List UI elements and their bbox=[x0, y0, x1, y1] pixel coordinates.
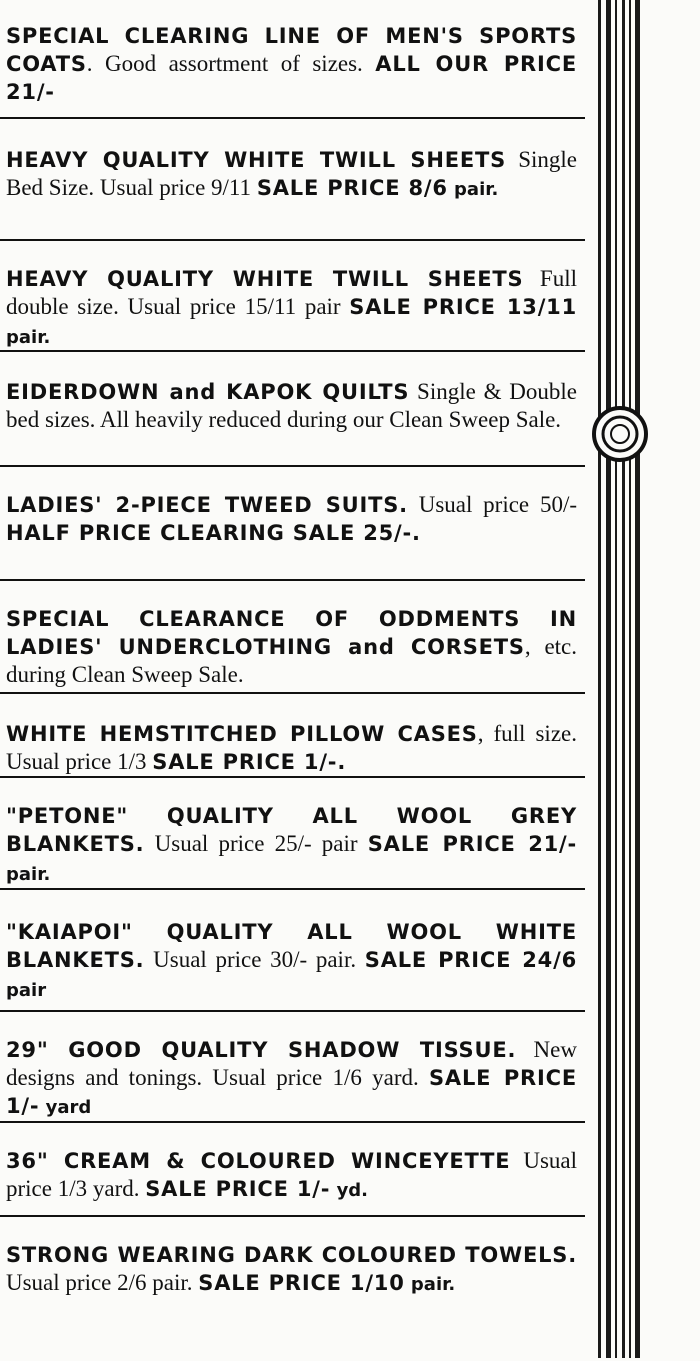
ad-sale-price: SALE PRICE 21/- bbox=[367, 832, 578, 856]
ad-text: Usual price 25/- pair bbox=[144, 831, 368, 856]
ad-headline: STRONG WEARING DARK COLOURED TOWELS. bbox=[6, 1243, 577, 1267]
ad-towels bbox=[0, 1241, 585, 1361]
ad-text: Single & Double bed sizes. All heavily reduced during our Clean Sweep Sale. bbox=[6, 379, 577, 432]
ad-headline: HEAVY QUALITY WHITE TWILL SHEETS bbox=[6, 267, 524, 291]
ad-text: , etc. during Clean Sweep Sale. bbox=[6, 634, 577, 687]
ad-text: New designs and tonings. Usual price 1/6 yard. bbox=[6, 1037, 577, 1090]
ad-headline: SPECIAL CLEARANCE OF ODDMENTS IN LADIES' UNDERCLOTHING and CORSETS bbox=[6, 607, 577, 659]
ad-sale-price: SALE PRICE 13/11 bbox=[349, 295, 577, 319]
ad-text: Single Bed Size. Usual price 9/11 bbox=[6, 147, 578, 200]
ad-ladies-underclothing bbox=[0, 605, 585, 694]
ad-unit: yd. bbox=[330, 1180, 369, 1201]
ad-sale-price: HALF PRICE CLEARING SALE 25/-. bbox=[6, 521, 421, 545]
ad-unit: pair bbox=[6, 980, 47, 1001]
ad-headline: HEAVY QUALITY WHITE TWILL SHEETS bbox=[6, 148, 507, 172]
ad-pillow-cases bbox=[0, 720, 585, 778]
ad-mens-sports-coats bbox=[0, 22, 585, 119]
ad-sale-price: SALE PRICE 24/6 bbox=[364, 948, 577, 972]
ad-sale-price: SALE PRICE 1/- bbox=[145, 1177, 331, 1201]
ad-text: Usual price 50/- bbox=[407, 492, 577, 517]
ad-unit: pair. bbox=[6, 864, 51, 885]
ad-ladies-tweed-suits bbox=[0, 491, 585, 581]
concentric-ring-ornament-icon bbox=[590, 404, 650, 464]
ad-text: Usual price 30/- pair. bbox=[144, 947, 365, 972]
ad-eiderdown-kapok-quilts bbox=[0, 378, 585, 467]
ad-sale-price: SALE PRICE 1/10 bbox=[198, 1271, 405, 1295]
ad-headline: "KAIAPOI" QUALITY ALL WOOL WHITE BLANKETS. bbox=[6, 920, 577, 972]
ad-shadow-tissue bbox=[0, 1036, 585, 1123]
ad-sale-price: SALE PRICE 1/- bbox=[6, 1066, 577, 1118]
ad-unit: pair. bbox=[404, 1274, 456, 1295]
ad-petone-blankets bbox=[0, 802, 585, 890]
ad-headline: SPECIAL CLEARING LINE OF MEN'S SPORTS COATS bbox=[6, 24, 577, 76]
ad-text: . Good assortment of sizes. bbox=[86, 51, 363, 76]
ad-headline: 36" CREAM & COLOURED WINCEYETTE bbox=[6, 1149, 511, 1173]
advertisement-column bbox=[0, 22, 585, 1361]
ad-twill-sheets-single bbox=[0, 146, 585, 241]
ad-twill-sheets-double bbox=[0, 265, 585, 352]
decorative-border-rail bbox=[598, 0, 646, 1358]
ad-text: Full double size. Usual price 15/11 pair bbox=[6, 266, 577, 319]
ad-headline: LADIES' 2-PIECE TWEED SUITS. bbox=[6, 493, 408, 517]
ad-headline: WHITE HEMSTITCHED PILLOW CASES bbox=[6, 722, 478, 746]
ad-unit: yard bbox=[39, 1097, 92, 1118]
ad-text: Usual price 1/3 yard. bbox=[6, 1148, 577, 1201]
ad-text: Usual price 2/6 pair. bbox=[6, 1270, 199, 1295]
ad-unit: pair. bbox=[447, 179, 499, 200]
ad-headline: EIDERDOWN and KAPOK QUILTS bbox=[6, 380, 410, 404]
ad-sale-price: SALE PRICE 1/-. bbox=[152, 750, 347, 774]
ad-text: , full size. Usual price 1/3 bbox=[6, 721, 577, 774]
ad-headline: 29" GOOD QUALITY SHADOW TISSUE. bbox=[6, 1038, 517, 1062]
ad-sale-price: SALE PRICE 8/6 bbox=[256, 176, 448, 200]
ad-headline: "PETONE" QUALITY ALL WOOL GREY BLANKETS. bbox=[6, 804, 577, 856]
ad-sale-price: ALL OUR PRICE 21/- bbox=[6, 52, 577, 104]
ad-kaiapoi-blankets bbox=[0, 918, 585, 1012]
ad-unit: pair. bbox=[6, 327, 51, 348]
ad-winceyette bbox=[0, 1147, 585, 1217]
